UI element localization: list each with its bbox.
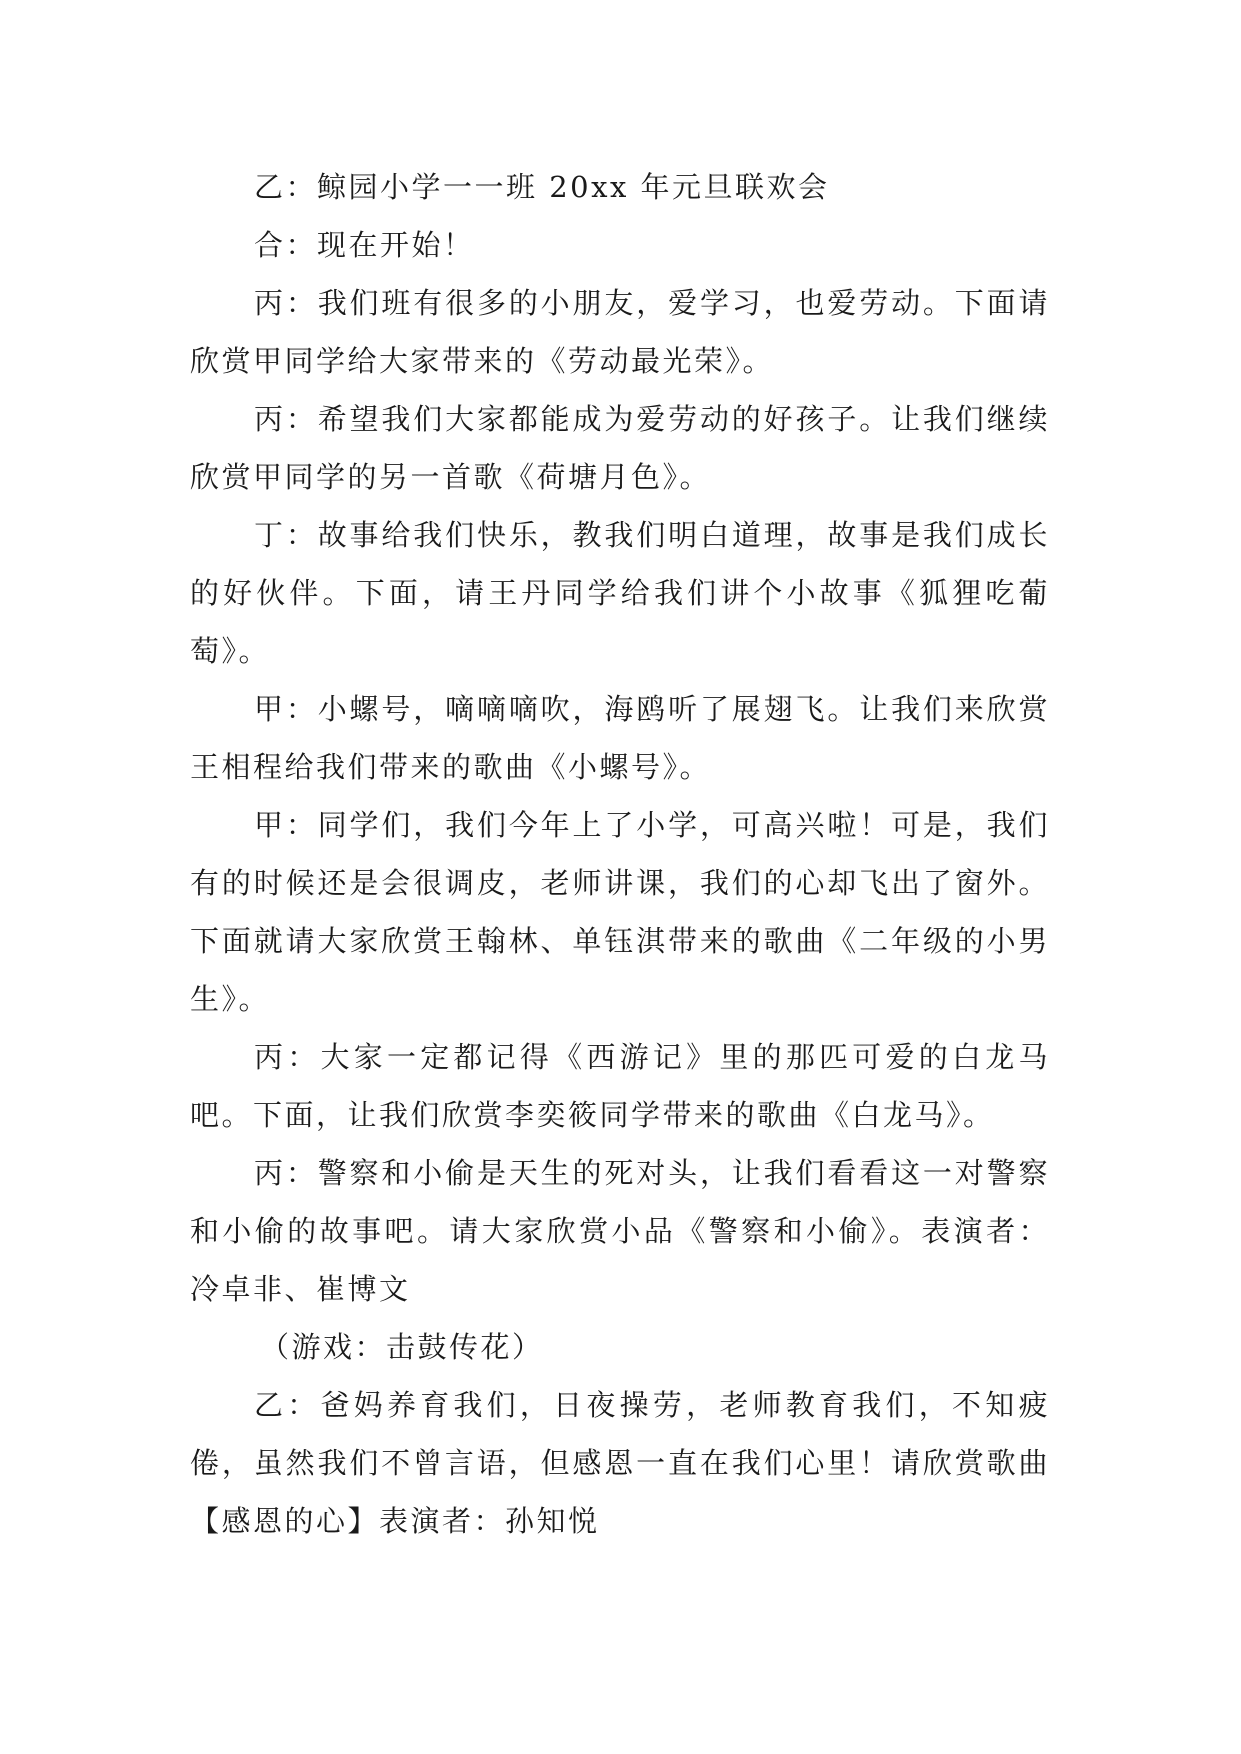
stage-direction: （游戏：击鼓传花） bbox=[260, 1330, 544, 1364]
paragraph: 丙：希望我们大家都能成为爱劳动的好孩子。让我们继续欣赏甲同学的另一首歌《荷塘月色》。 bbox=[190, 402, 1050, 494]
paragraph: 甲：小螺号，嘀嘀嘀吹，海鸥听了展翅飞。让我们来欣赏王相程给我们带来的歌曲《小螺号》。 bbox=[190, 692, 1050, 784]
paragraph: 丙：我们班有很多的小朋友，爱学习，也爱劳动。下面请欣赏甲同学给大家带来的《劳动最光荣》。 bbox=[190, 286, 1050, 378]
paragraph-title: 乙：鲸园小学一一班 20xx 年元旦联欢会 bbox=[254, 170, 830, 204]
paragraph: 丙：警察和小偷是天生的死对头，让我们看看这一对警察和小偷的故事吧。请大家欣赏小品《警察和小偷》。表演者：冷卓非、崔博文 bbox=[190, 1156, 1050, 1306]
paragraph: 丙：大家一定都记得《西游记》里的那匹可爱的白龙马吧。下面，让我们欣赏李奕筱同学带来的歌曲《白龙马》。 bbox=[190, 1040, 1050, 1132]
paragraph: 甲：同学们，我们今年上了小学，可高兴啦！可是，我们有的时候还是会很调皮，老师讲课，我们的心却飞出了窗外。下面就请大家欣赏王翰林、单钰淇带来的歌曲《二年级的小男生》。 bbox=[190, 808, 1050, 1016]
paragraph: 丁：故事给我们快乐，教我们明白道理，故事是我们成长的好伙伴。下面，请王丹同学给我们讲个小故事《狐狸吃葡萄》。 bbox=[190, 518, 1050, 668]
paragraph: 乙：爸妈养育我们，日夜操劳，老师教育我们，不知疲倦，虽然我们不曾言语，但感恩一直在我们心里！请欣赏歌曲【感恩的心】表演者：孙知悦 bbox=[190, 1388, 1050, 1538]
paragraph-opening: 合：现在开始！ bbox=[254, 228, 475, 262]
document-body bbox=[190, 158, 1050, 1550]
